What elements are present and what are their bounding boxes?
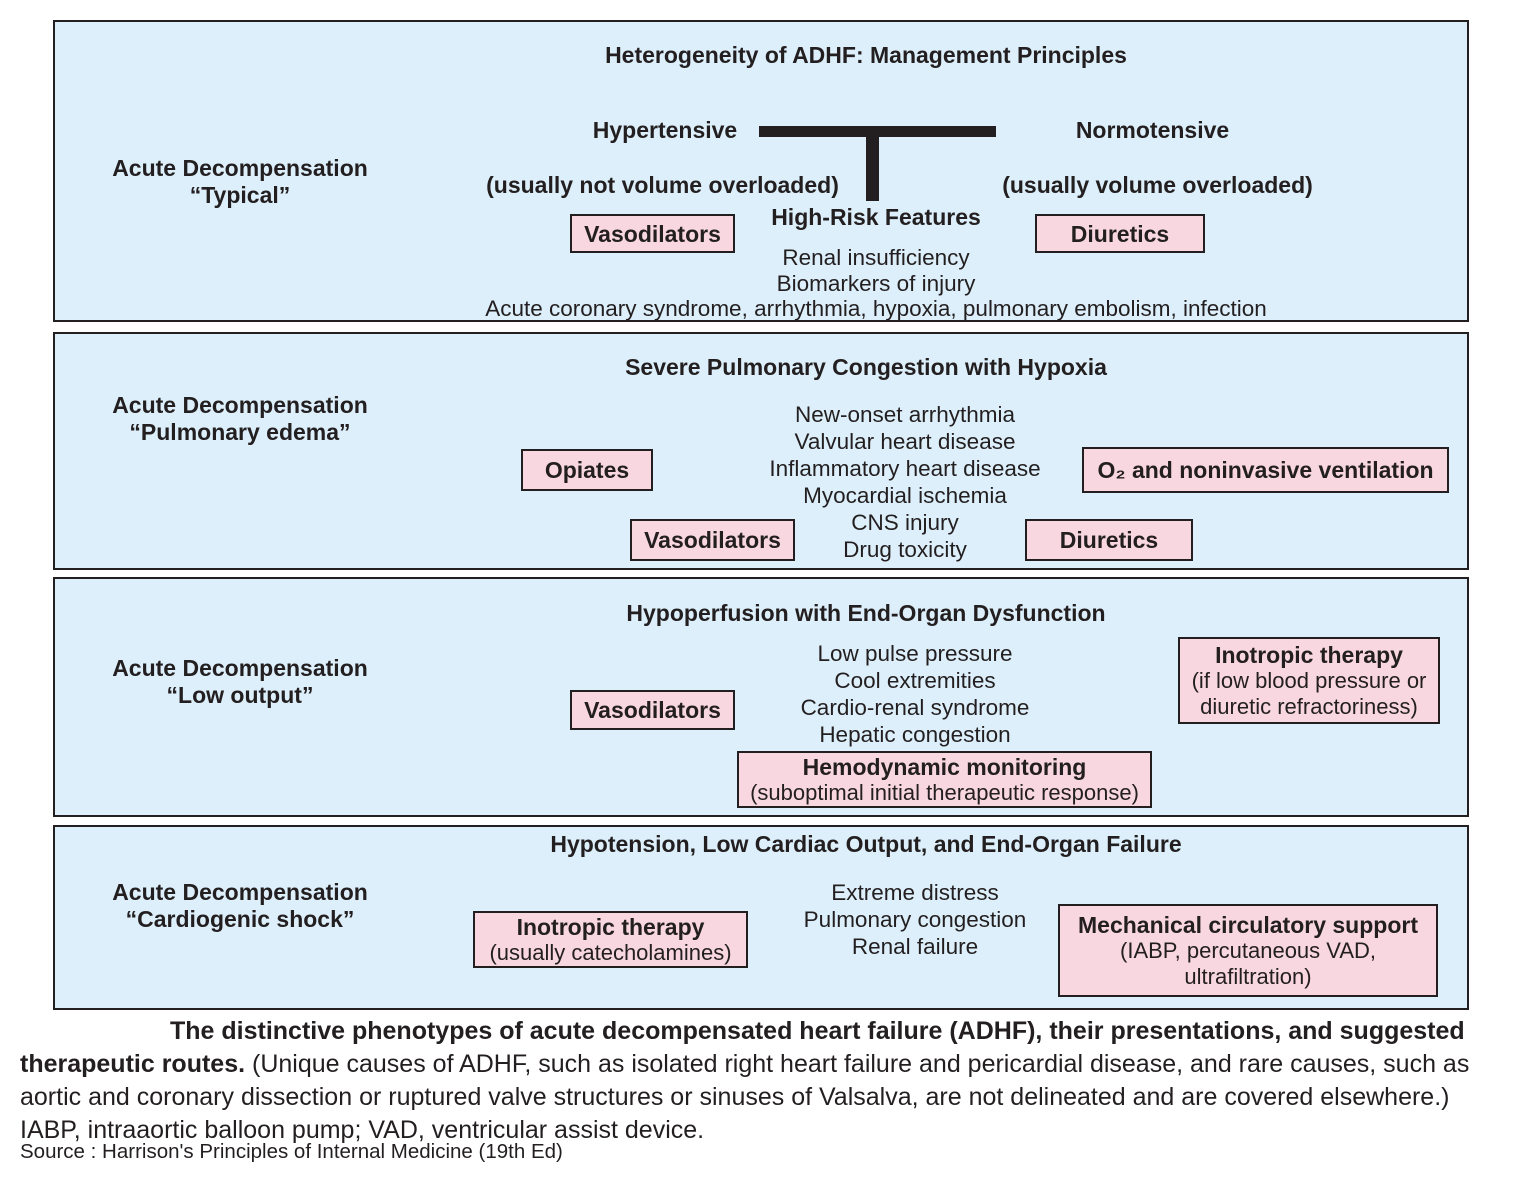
cause-item: Valvular heart disease <box>794 429 1016 454</box>
opiates-box-label: Opiates <box>544 457 630 483</box>
high-risk-item: Biomarkers of injury <box>776 271 976 296</box>
panel2-side-label-line2: “Pulmonary edema” <box>129 419 351 445</box>
vasodilators-box-panel2-label: Vasodilators <box>644 527 781 553</box>
finding-item: Extreme distress <box>831 880 999 905</box>
vasodilators-box-panel1-label: Vasodilators <box>584 220 721 247</box>
inotropic-therapy-box-panel4 <box>473 911 748 968</box>
inotropic-therapy-subtext: (if low blood pressure or diuretic refractoriness) <box>1191 667 1427 719</box>
high-risk-item: Renal insufficiency <box>782 245 970 270</box>
panel1-side-label-line1: Acute Decompensation <box>112 155 368 181</box>
source-line: Source : Harrison's Principles of Internal Medicine (19th Ed) <box>20 1140 563 1163</box>
caption-bold-lead: The distinctive phenotypes of acute decompensated heart failure (ADHF), their presentations, and suggested therapeutic routes. <box>20 1017 1465 1078</box>
panel1-hypertensive-subtext: (usually not volume overloaded) <box>486 172 839 198</box>
diuretics-box-panel1-label: Diuretics <box>1070 220 1170 247</box>
finding-item: Cardio-renal syndrome <box>800 695 1030 720</box>
cause-item: New-onset arrhythmia <box>794 402 1016 427</box>
oxygen-ventilation-box-label: O₂ and noninvasive ventilation <box>1097 457 1434 483</box>
oxygen-ventilation-box <box>1082 447 1449 493</box>
panel1-hypertensive-heading: Hypertensive <box>592 117 738 143</box>
figure-caption <box>20 1015 1498 1147</box>
vasodilators-box-panel3-label: Vasodilators <box>584 697 721 723</box>
finding-item: Low pulse pressure <box>817 641 1013 666</box>
panel2-side-label-line1: Acute Decompensation <box>112 392 368 418</box>
finding-item: Renal failure <box>851 934 979 959</box>
mechanical-circulatory-support-subtext: (IABP, percutaneous VAD, ultrafiltration) <box>1120 937 1376 989</box>
panel1-title: Heterogeneity of ADHF: Management Principles <box>605 42 1127 68</box>
panel2-side-label <box>75 392 405 446</box>
cause-item: Myocardial ischemia <box>803 483 1007 508</box>
hemodynamic-monitoring-subtext: (suboptimal initial therapeutic response) <box>750 779 1139 805</box>
panel4-title: Hypotension, Low Cardiac Output, and End-Organ Failure <box>550 831 1182 857</box>
high-risk-features-heading: High-Risk Features <box>771 204 981 230</box>
mechanical-circulatory-support-title: Mechanical circulatory support <box>1078 911 1418 938</box>
panel3-side-label-line2: “Low output” <box>166 682 314 708</box>
panel4-side-label <box>75 879 405 933</box>
panel4-side-label-line1: Acute Decompensation <box>112 879 368 905</box>
vasodilators-box-panel2 <box>630 519 795 561</box>
mechanical-circulatory-support-box <box>1058 904 1438 997</box>
panel1-normotensive-heading: Normotensive <box>1075 117 1230 143</box>
panel4-side-label-line2: “Cardiogenic shock” <box>125 906 355 932</box>
panel3-findings-list <box>715 640 1115 748</box>
panel3-title: Hypoperfusion with End-Organ Dysfunction <box>626 600 1106 626</box>
panel1-side-label <box>75 155 405 209</box>
inotropic-therapy-panel4-subtext: (usually catecholamines) <box>489 939 732 965</box>
panel3-side-label-line1: Acute Decompensation <box>112 655 368 681</box>
panel2-title: Severe Pulmonary Congestion with Hypoxia <box>625 354 1107 380</box>
inotropic-therapy-title: Inotropic therapy <box>1215 641 1403 668</box>
vasodilators-box-panel3 <box>570 690 735 730</box>
panel1-side-label-line2: “Typical” <box>189 182 291 208</box>
hemodynamic-monitoring-box <box>737 751 1152 808</box>
inotropic-therapy-box-panel3 <box>1178 637 1440 724</box>
opiates-box <box>521 449 653 491</box>
panel3-side-label <box>75 655 405 709</box>
high-risk-item: Acute coronary syndrome, arrhythmia, hypoxia, pulmonary embolism, infection <box>485 296 1267 321</box>
finding-item: Pulmonary congestion <box>803 907 1027 932</box>
finding-item: Cool extremities <box>834 668 996 693</box>
cause-item: CNS injury <box>851 510 959 535</box>
caption-body: (Unique causes of ADHF, such as isolated right heart failure and pericardial disease, and rare causes, such as aortic and coronary dissection or ruptured valve structures or sinuses of Valsalva, are not delineated and are covered elsewhere.) IABP, intraaortic balloon pump; VAD, ventricular assist device. <box>20 1050 1470 1144</box>
panel1-normotensive-subtext: (usually volume overloaded) <box>1002 172 1313 198</box>
cause-item: Drug toxicity <box>843 537 967 562</box>
diuretics-box-panel2 <box>1025 519 1193 561</box>
hemodynamic-monitoring-title: Hemodynamic monitoring <box>802 753 1087 780</box>
panel4-findings-list <box>715 879 1115 960</box>
diuretics-box-panel2-label: Diuretics <box>1059 527 1159 553</box>
cause-item: Inflammatory heart disease <box>769 456 1041 481</box>
finding-item: Hepatic congestion <box>819 722 1011 747</box>
inotropic-therapy-panel4-title: Inotropic therapy <box>516 913 705 940</box>
